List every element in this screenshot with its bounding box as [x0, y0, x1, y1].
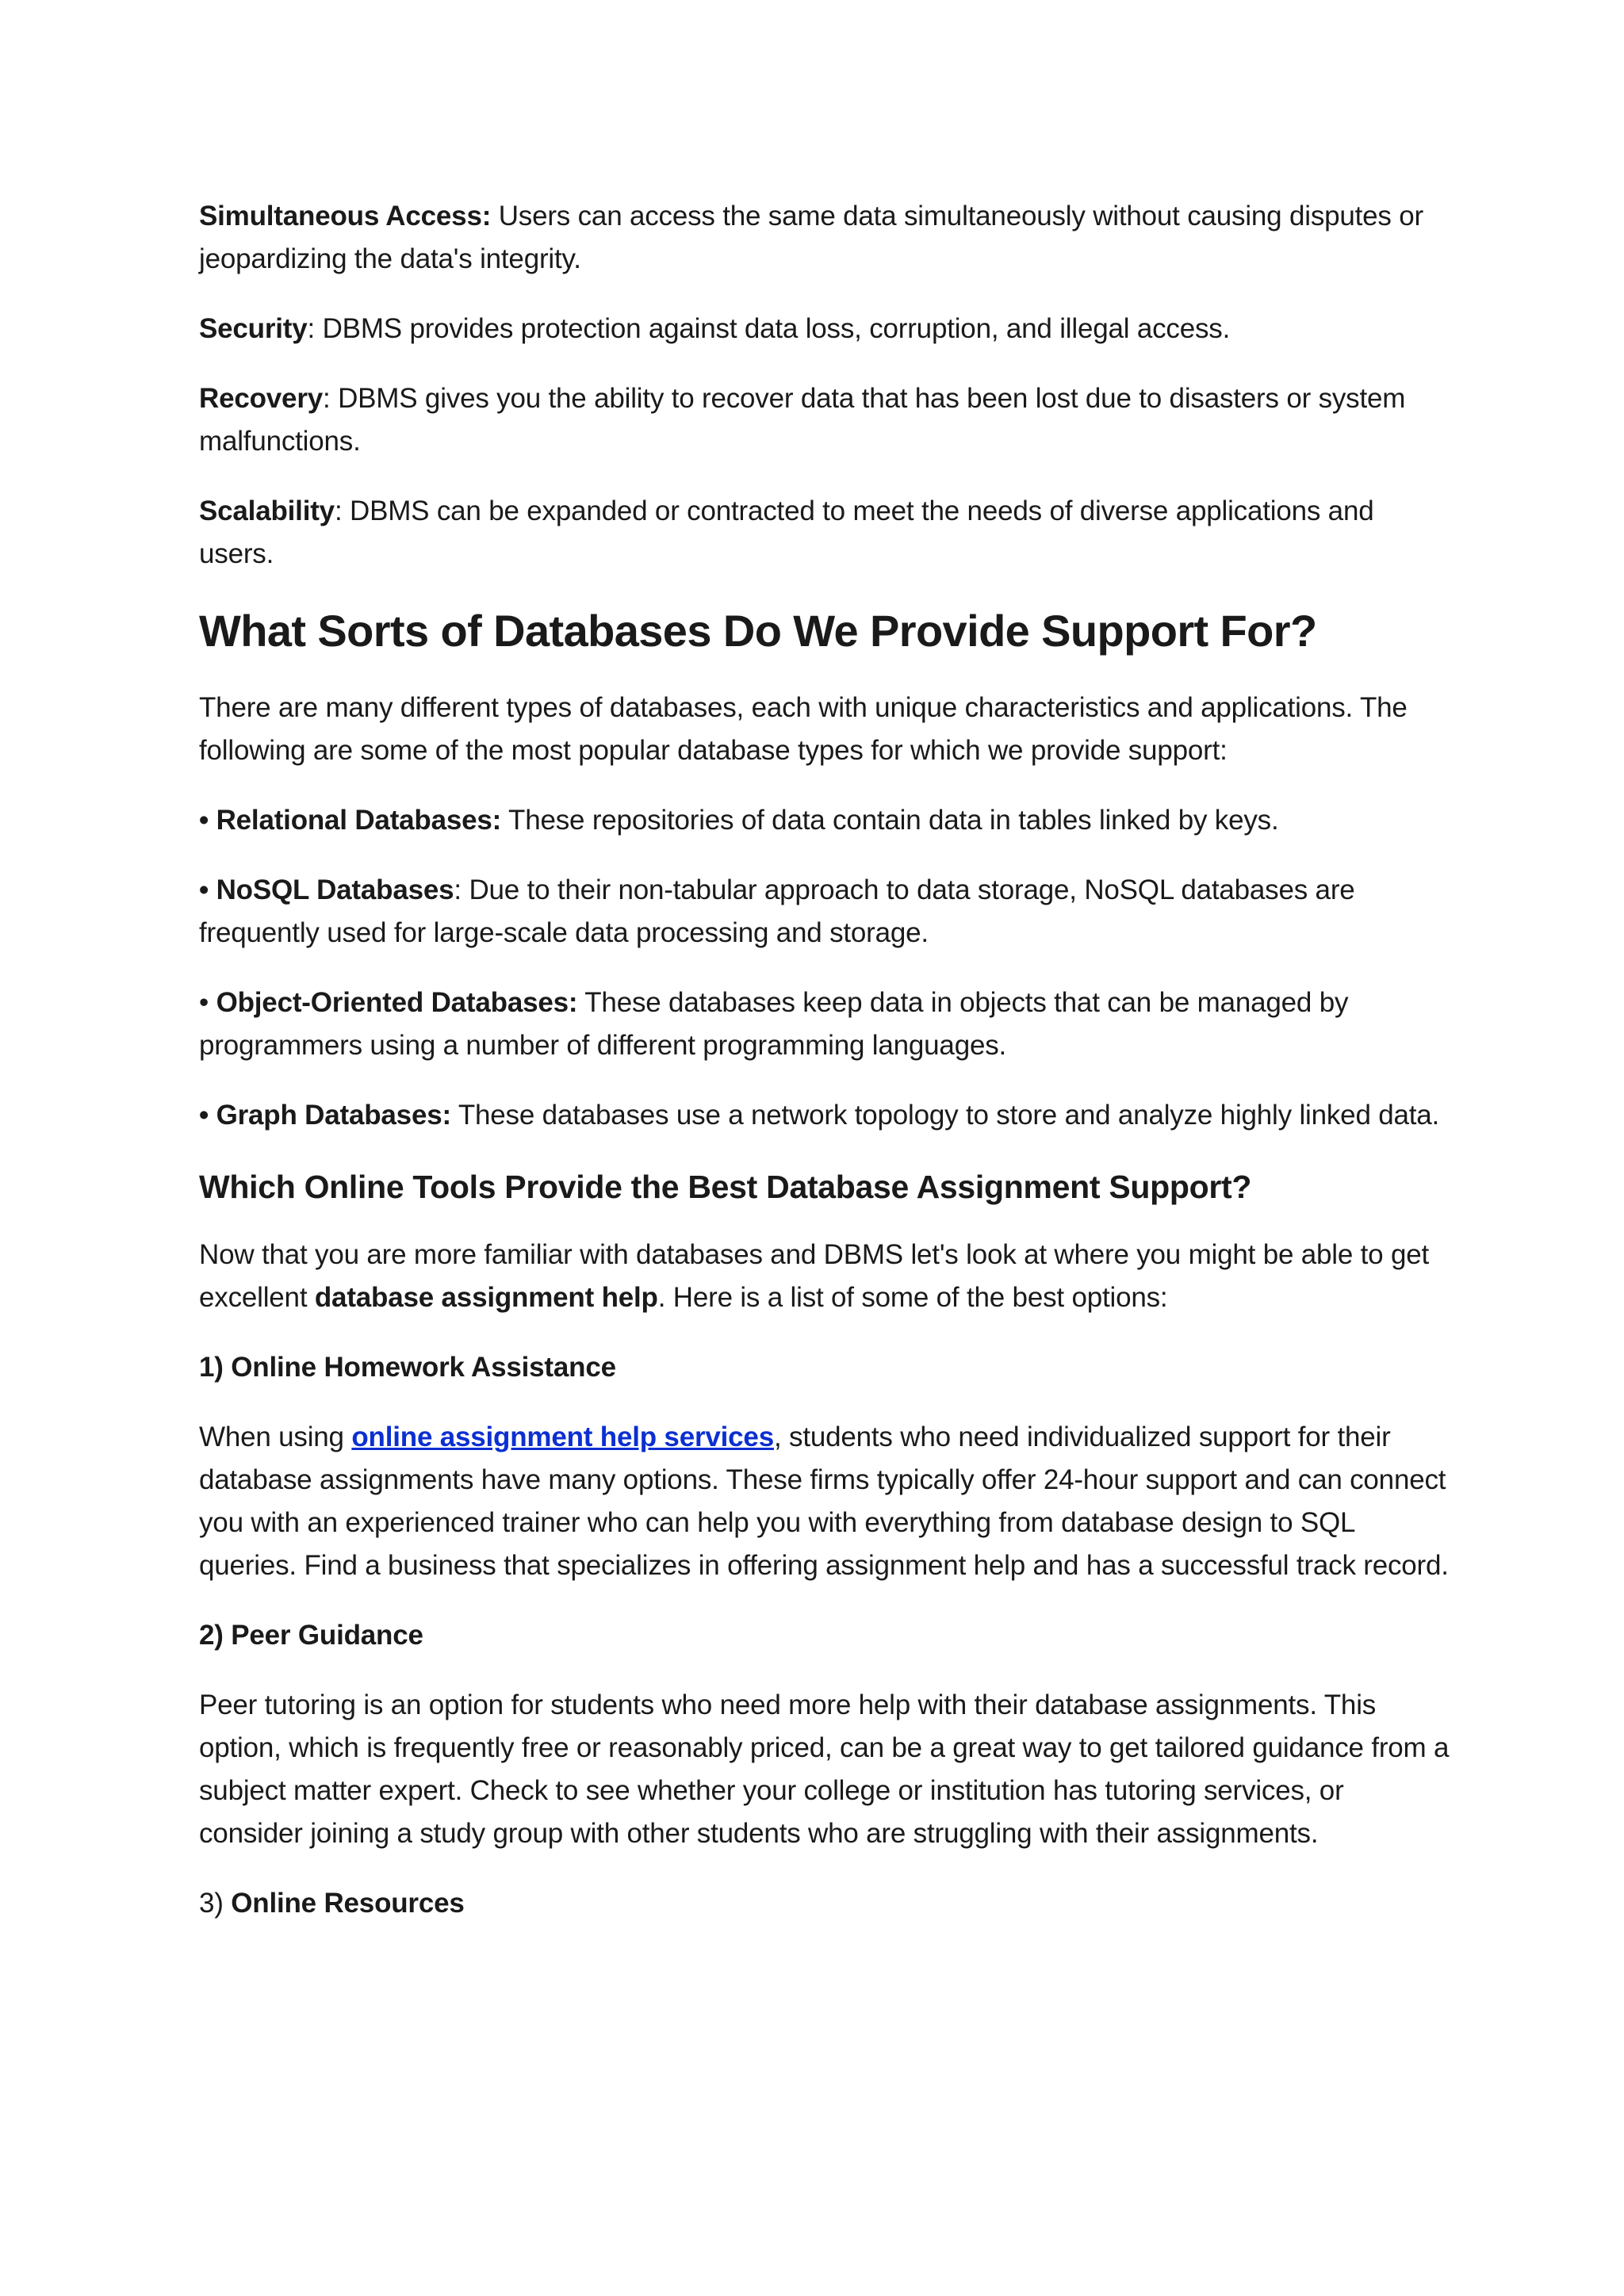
- item-text: These databases keep data in objects that can be managed by programmers using a number of different programming languages.: [199, 987, 1349, 1061]
- bullet: •: [199, 1100, 216, 1131]
- feature-text: DBMS gives you the ability to recover data that has been lost due to disasters or system malfunctions.: [199, 383, 1406, 457]
- intro-text: Now that you are more familiar with databases and DBMS let's look at where you might be able to get excellent: [199, 1239, 1430, 1313]
- feature-recovery: [199, 377, 1452, 463]
- list-item-nosql: [199, 869, 1452, 955]
- section-intro: [199, 1234, 1452, 1319]
- feature-security: [199, 308, 1452, 350]
- online-assignment-help-link[interactable]: online assignment help services: [351, 1422, 774, 1452]
- option-title: [199, 1882, 1452, 1925]
- intro-keyword: database assignment help: [314, 1282, 658, 1313]
- item-separator: [577, 987, 584, 1018]
- feature-term: Recovery: [199, 383, 324, 414]
- item-text: These repositories of data contain data in tables linked by keys.: [508, 805, 1279, 836]
- intro-text: . Here is a list of some of the best options:: [657, 1282, 1168, 1313]
- feature-separator: :: [323, 383, 339, 414]
- item-term: Graph Databases:: [216, 1100, 451, 1131]
- option-2-text: Peer tutoring is an option for students who need more help with their database assignments. This option, which is frequently free or reasonably priced, can be a great way to get tailored guidance from a subject matter expert. Check to see whether your college or institution has tutoring services, or consider joining a study group with other students who are struggling with their assignments.: [199, 1689, 1450, 1849]
- list-item-object-oriented: [199, 982, 1452, 1067]
- feature-term: Scalability: [199, 496, 335, 526]
- feature-separator: :: [334, 496, 350, 526]
- feature-text: DBMS provides protection against data loss, corruption, and illegal access.: [322, 313, 1231, 344]
- item-separator: [451, 1100, 458, 1131]
- option-title: [199, 1346, 1452, 1389]
- feature-separator: [491, 201, 499, 232]
- item-term: NoSQL Databases: [216, 874, 454, 905]
- bullet: •: [199, 874, 216, 905]
- option-1-title: 1) Online Homework Assistance: [199, 1352, 616, 1383]
- option-3-title: Online Resources: [231, 1888, 465, 1919]
- feature-scalability: [199, 490, 1452, 576]
- feature-simultaneous-access: [199, 195, 1452, 281]
- feature-text: Users can access the same data simultaneously without causing disputes or jeopardizing the data's integrity.: [199, 201, 1423, 274]
- feature-term: Security: [199, 313, 308, 344]
- option-3-number: 3): [199, 1888, 232, 1919]
- bullet: •: [199, 987, 216, 1018]
- item-text: These databases use a network topology to store and analyze highly linked data.: [458, 1100, 1440, 1131]
- document-page: [199, 195, 1452, 1952]
- bullet: •: [199, 805, 216, 836]
- item-text: Due to their non-tabular approach to data storage, NoSQL databases are frequently used for large-scale data processing and storage.: [199, 874, 1355, 948]
- feature-text: DBMS can be expanded or contracted to meet the needs of diverse applications and users.: [199, 496, 1374, 569]
- list-item-relational: [199, 799, 1452, 842]
- item-term: Object-Oriented Databases:: [216, 987, 578, 1018]
- option-text: When using: [199, 1422, 352, 1452]
- feature-term: Simultaneous Access:: [199, 201, 492, 232]
- option-1-text: [199, 1416, 1452, 1587]
- item-separator: :: [454, 874, 469, 905]
- option-title: [199, 1614, 1452, 1657]
- item-term: Relational Databases:: [216, 805, 502, 836]
- option-2-title: 2) Peer Guidance: [199, 1620, 423, 1651]
- section-heading-database-types: What Sorts of Databases Do We Provide Support For?: [199, 606, 1317, 656]
- feature-separator: :: [307, 313, 323, 344]
- list-item-graph: [199, 1094, 1452, 1137]
- section-heading-online-tools: Which Online Tools Provide the Best Database Assignment Support?: [199, 1169, 1252, 1205]
- option-text: , students who need individualized support for their database assignments have many options. These firms typically offer 24-hour support and can connect you with an experienced trainer who can help you with everything from database design to SQL queries. Find a business that specializes in offering assignment help and has a successful track record.: [199, 1422, 1449, 1581]
- section-intro: There are many different types of databases, each with unique characteristics and applications. The following are some of the most popular database types for which we provide support:: [199, 692, 1408, 766]
- item-separator: [501, 805, 508, 836]
